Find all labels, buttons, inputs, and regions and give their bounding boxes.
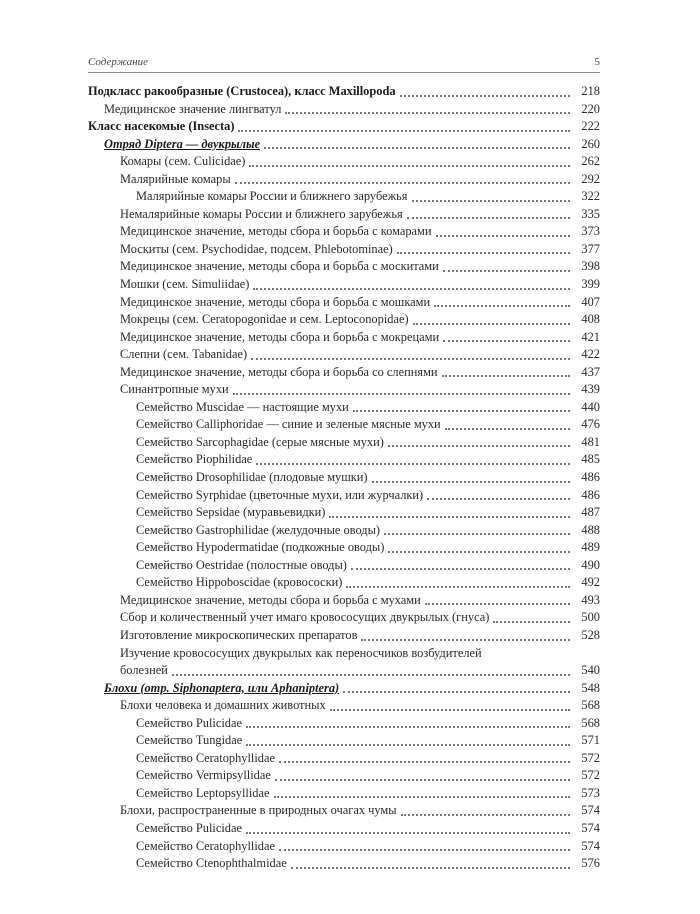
dot-leader (443, 340, 570, 342)
toc-entry-page: 574 (581, 820, 600, 835)
toc-entry (88, 364, 600, 382)
toc-entry (88, 732, 600, 750)
toc-entry (88, 101, 600, 119)
toc-entry-title: Семейство Ceratophyllidae (136, 750, 275, 765)
toc-entry-page: 573 (581, 785, 600, 800)
toc-entry-title: Семейство Hippoboscidae (кровососки) (136, 575, 343, 590)
page-header (88, 52, 600, 73)
toc-entry-title: Блохи, распространенные в природных очагах чумы (120, 803, 397, 818)
toc-entry-page: 222 (581, 119, 600, 134)
toc-entry-title: Семейство Ctenophthalmidae (136, 856, 287, 871)
dot-leader (253, 288, 570, 290)
toc-entry-title: Семейство Pulicidae (136, 715, 242, 730)
toc-entry (88, 574, 600, 592)
dot-leader (238, 130, 570, 132)
toc-entry-page: 218 (581, 83, 600, 98)
toc-entry-title: Сбор и количественный учет имаго кровососущих двукрылых (гнуса) (120, 610, 490, 625)
toc-entry (88, 381, 600, 399)
toc-entry-page: 548 (581, 680, 600, 695)
toc-entry-page: 439 (581, 382, 600, 397)
running-title: Содержание (88, 56, 149, 68)
toc-entry-title: Подкласс ракообразные (Crustocea), класс Maxillopoda (88, 83, 396, 98)
dot-leader (434, 305, 570, 307)
toc-entry-page: 373 (581, 224, 600, 239)
toc-entry-title: Семейство Drosophilidae (плодовые мушки) (136, 470, 368, 485)
toc-entry-title: Семейство Ceratophyllidae (136, 838, 275, 853)
toc-entry (88, 469, 600, 487)
toc-entry (88, 329, 600, 347)
dot-leader (413, 323, 570, 325)
toc-entry-page: 571 (581, 733, 600, 748)
toc-entry-title: Блохи (отр. Siphonaptera, или Aphaniptera) (104, 680, 340, 695)
dot-leader (400, 95, 570, 97)
toc-entry-title: Семейство Calliphoridae — синие и зеленые мясные мухи (136, 417, 441, 432)
toc-entry (88, 802, 600, 820)
dot-leader (264, 147, 570, 149)
dot-leader (343, 691, 570, 693)
toc-entry-page: 485 (581, 452, 600, 467)
toc-entry-page: 492 (581, 575, 600, 590)
toc-entry-title: Слепни (сем. Tabanidae) (120, 347, 248, 362)
dot-leader (235, 182, 570, 184)
toc-entry-page: 486 (581, 470, 600, 485)
toc-entry-page: 377 (581, 241, 600, 256)
toc-entry-page: 572 (581, 750, 600, 765)
dot-leader (361, 639, 570, 641)
dot-leader (291, 867, 570, 869)
toc-entry (88, 136, 600, 154)
toc-entry-title: Семейство Vermipsyllidae (136, 768, 271, 783)
toc-entry-page: 407 (581, 294, 600, 309)
toc-entry-title: Малярийные комары (120, 171, 231, 186)
toc-entry-page: 481 (581, 434, 600, 449)
dot-leader (425, 603, 570, 605)
toc-entry-title: Семейство Tungidae (136, 733, 243, 748)
dot-leader (233, 393, 570, 395)
dot-leader (443, 270, 570, 272)
dot-leader (251, 358, 570, 360)
toc-entry-page: 500 (581, 610, 600, 625)
toc-entry (88, 785, 600, 803)
toc-entry (88, 311, 600, 329)
toc-entry-page: 576 (581, 856, 600, 871)
toc-entry-page: 408 (581, 312, 600, 327)
toc-entry-page: 487 (581, 505, 600, 520)
toc-entry (88, 153, 600, 171)
toc-entry-page: 574 (581, 838, 600, 853)
dot-leader (427, 498, 570, 500)
toc-entry (88, 697, 600, 715)
toc-entry (88, 557, 600, 575)
toc-entry-page: 488 (581, 522, 600, 537)
dot-leader (384, 533, 570, 535)
toc-entry (88, 83, 600, 101)
toc-entry-title: Изучение кровососущих двукрылых как переносчиков возбудителей (120, 645, 482, 660)
toc-entry-title: Семейство Gastrophilidae (желудочные оводы) (136, 522, 381, 537)
toc-entry-page: 440 (581, 399, 600, 414)
toc-entry (88, 767, 600, 785)
toc-entry-page: 528 (581, 627, 600, 642)
toc-entry-title: Отряд Diptera — двукрылые (104, 136, 261, 151)
toc-entry-title-cont: болезней (120, 663, 168, 678)
toc-entry-page: 568 (581, 698, 600, 713)
toc-entry-page: 568 (581, 715, 600, 730)
dot-leader (279, 761, 570, 763)
toc-entry-title: Изготовление микроскопических препаратов (120, 627, 358, 642)
toc-entry-page: 399 (581, 277, 600, 291)
dot-leader (445, 428, 570, 430)
toc-entry-page: 335 (581, 206, 600, 221)
toc-entry (88, 434, 600, 452)
toc-entry-title: Медицинское значение, методы сбора и борьба с москитами (120, 259, 439, 274)
dot-leader (285, 112, 570, 114)
toc-entry (88, 487, 600, 505)
toc-entry (88, 592, 600, 610)
toc-entry (88, 504, 600, 522)
toc-entry-title: Немалярийные комары России и ближнего зарубежья (120, 206, 403, 221)
toc-entry-page: 292 (581, 171, 600, 186)
toc-entry (88, 680, 600, 698)
dot-leader (274, 796, 571, 798)
toc-entry-page: 422 (581, 347, 600, 362)
toc-entry (88, 838, 600, 856)
dot-leader (442, 375, 570, 377)
dot-leader (249, 165, 570, 167)
dot-leader (388, 551, 570, 553)
toc-entry-title: Семейство Syrphidae (цветочные мухи, или журчалки) (136, 487, 424, 502)
dot-leader (407, 217, 570, 219)
toc-entry-title: Мошки (сем. Simuliidae) (120, 277, 250, 291)
toc-entry (88, 539, 600, 557)
dot-leader (397, 252, 570, 254)
toc-entry-page: 486 (581, 487, 600, 502)
dot-leader (436, 235, 570, 237)
toc-entry (88, 206, 600, 224)
toc-entry (88, 645, 600, 680)
dot-leader (329, 516, 570, 518)
toc-entry-title: Синантропные мухи (120, 382, 229, 397)
toc-entry-title: Москиты (сем. Psychodidae, подсем. Phlebotominae) (120, 241, 393, 256)
toc-entry-title: Семейство Oestridae (полостные оводы) (136, 557, 347, 572)
dot-leader (353, 410, 570, 412)
toc-entry-title: Малярийные комары России и ближнего зарубежья (136, 189, 408, 204)
toc-entry (88, 750, 600, 768)
toc-entry-title: Семейство Muscidae — настоящие мухи (136, 399, 349, 414)
toc-entry-title: Семейство Pulicidae (136, 820, 242, 835)
toc-entry-title: Класс насекомые (Insecta) (88, 119, 235, 134)
table-of-contents (88, 83, 600, 873)
toc-entry (88, 171, 600, 189)
toc-entry-title: Медицинское значение, методы сбора и борьба с мокрецами (120, 329, 440, 344)
toc-entry (88, 855, 600, 873)
toc-entry-page: 322 (581, 189, 600, 204)
toc-entry-title: Мокрецы (сем. Ceratopogonidae и сем. Leptoconopidae) (120, 312, 409, 327)
dot-leader (256, 463, 570, 465)
toc-page (88, 52, 600, 873)
toc-entry-title: Семейство Hypodermatidae (подкожные оводы) (136, 540, 385, 555)
toc-entry-page: 476 (581, 417, 600, 432)
toc-entry (88, 188, 600, 206)
toc-entry-page: 421 (581, 329, 600, 344)
toc-entry-page: 572 (581, 768, 600, 783)
dot-leader (246, 726, 570, 728)
toc-entry (88, 627, 600, 645)
dot-leader (346, 586, 570, 588)
toc-entry-continuation (120, 662, 600, 680)
dot-leader (412, 200, 571, 202)
toc-entry (88, 399, 600, 417)
toc-entry-title: Семейство Sepsidae (муравьевидки) (136, 505, 326, 520)
page-number: 5 (594, 56, 600, 68)
dot-leader (401, 814, 570, 816)
toc-entry (88, 118, 600, 136)
dot-leader (351, 568, 570, 570)
toc-entry-title: Семейство Piophilidae (136, 452, 253, 467)
dot-leader (279, 849, 570, 851)
dot-leader (246, 744, 570, 746)
toc-entry-title: Блохи человека и домашних животных (120, 698, 326, 713)
toc-entry (88, 522, 600, 540)
toc-entry-page: 493 (581, 592, 600, 607)
toc-entry-title: Семейство Sarcophagidae (серые мясные мухи) (136, 434, 384, 449)
toc-entry-page: 220 (581, 101, 600, 116)
toc-entry (88, 609, 600, 627)
toc-entry-page: 490 (581, 557, 600, 572)
toc-entry (88, 451, 600, 469)
toc-entry-page: 260 (581, 136, 600, 151)
dot-leader (246, 832, 570, 834)
toc-entry-title: Медицинское значение, методы сбора и борьба со слепнями (120, 364, 438, 379)
toc-entry (88, 294, 600, 312)
dot-leader (372, 481, 570, 483)
toc-entry (88, 241, 600, 259)
toc-entry-title: Медицинское значение лингватул (104, 101, 282, 116)
dot-leader (172, 674, 570, 676)
toc-entry-page: 489 (581, 540, 600, 555)
dot-leader (275, 779, 570, 781)
toc-entry-title: Медицинское значение, методы сбора и борьба с комарами (120, 224, 432, 239)
toc-entry-page: 398 (581, 259, 600, 274)
toc-entry-page: 540 (581, 663, 600, 678)
toc-entry-title: Семейство Leptopsyllidae (136, 785, 270, 800)
toc-entry (88, 416, 600, 434)
toc-entry (88, 820, 600, 838)
toc-entry (88, 276, 600, 294)
toc-entry (88, 258, 600, 276)
dot-leader (493, 621, 570, 623)
toc-entry-title: Медицинское значение, методы сбора и борьба с мошками (120, 294, 431, 309)
toc-entry (88, 715, 600, 733)
dot-leader (388, 445, 570, 447)
toc-entry-title: Медицинское значение, методы сбора и борьба с мухами (120, 592, 421, 607)
dot-leader (330, 709, 570, 711)
toc-entry (88, 223, 600, 241)
toc-entry (88, 346, 600, 364)
toc-entry-title: Комары (сем. Culicidae) (120, 154, 246, 169)
toc-entry-page: 262 (581, 154, 600, 169)
toc-entry-page: 574 (581, 803, 600, 818)
toc-entry-page: 437 (581, 364, 600, 379)
